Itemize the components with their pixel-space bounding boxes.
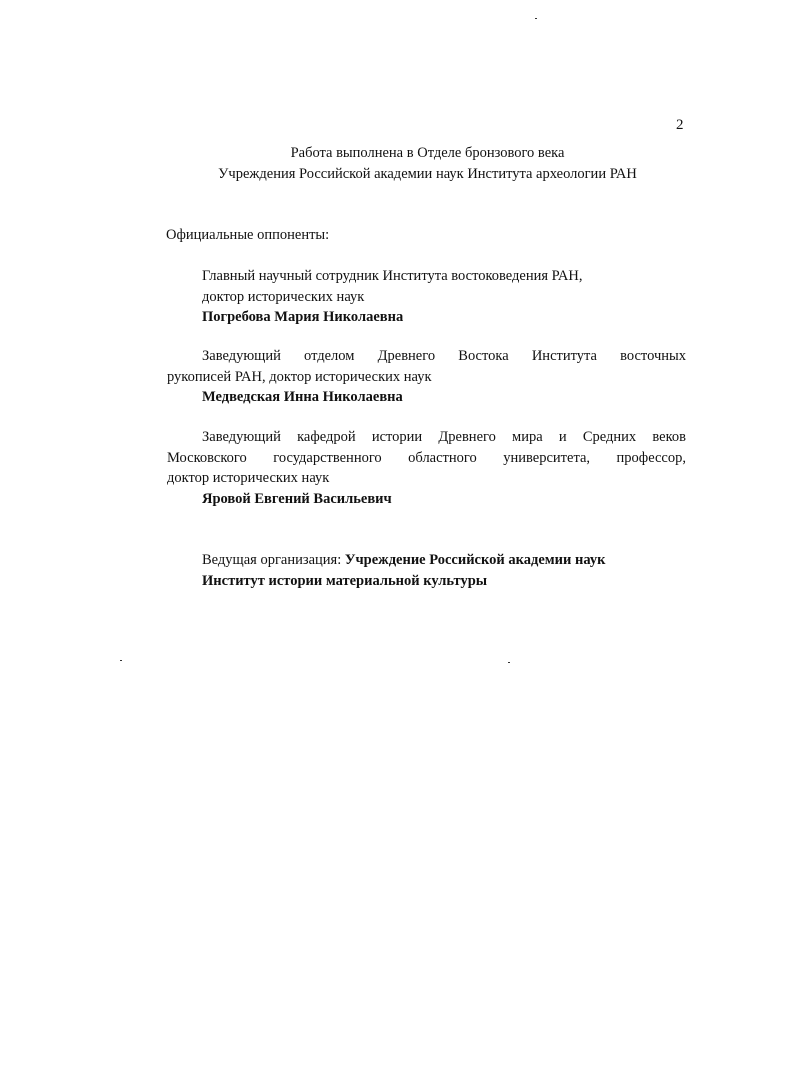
opponent-2-position-line-1: Заведующий отделом Древнего Востока Института восточных — [202, 348, 686, 364]
scan-speck — [508, 662, 510, 663]
leading-org-label: Ведущая организация: — [202, 552, 345, 568]
opponent-2-name: Медведская Инна Николаевна — [202, 389, 403, 405]
scan-speck — [535, 18, 537, 19]
scan-speck — [120, 660, 122, 661]
opponent-1-position-line-1: Главный научный сотрудник Института востоковедения РАН, — [202, 268, 583, 284]
opponent-3-position-line-3: доктор исторических наук — [167, 470, 330, 486]
opponent-1-name: Погребова Мария Николаевна — [202, 309, 404, 325]
opponent-3-position-line-1: Заведующий кафедрой истории Древнего мира и Средних веков — [202, 429, 686, 445]
opponent-3-position-line-2: Московского государственного областного университета, профессор, — [167, 450, 686, 466]
opponent-2-position-line-2: рукописей РАН, доктор исторических наук — [167, 369, 432, 385]
leading-org-name-line-1: Учреждение Российской академии наук — [344, 552, 606, 568]
header-line-1: Работа выполнена в Отделе бронзового века — [290, 145, 565, 161]
leading-org-name-line-2: Институт истории материальной культуры — [202, 573, 488, 589]
opponent-1-position-line-2: доктор исторических наук — [202, 289, 365, 305]
opponent-3-name: Яровой Евгений Васильевич — [202, 491, 392, 507]
opponents-title: Официальные оппоненты: — [166, 227, 330, 243]
page-number: 2 — [676, 117, 684, 133]
leading-org-line-1 — [202, 551, 605, 569]
header-line-2: Учреждения Российской академии наук Института археологии РАН — [218, 166, 637, 182]
